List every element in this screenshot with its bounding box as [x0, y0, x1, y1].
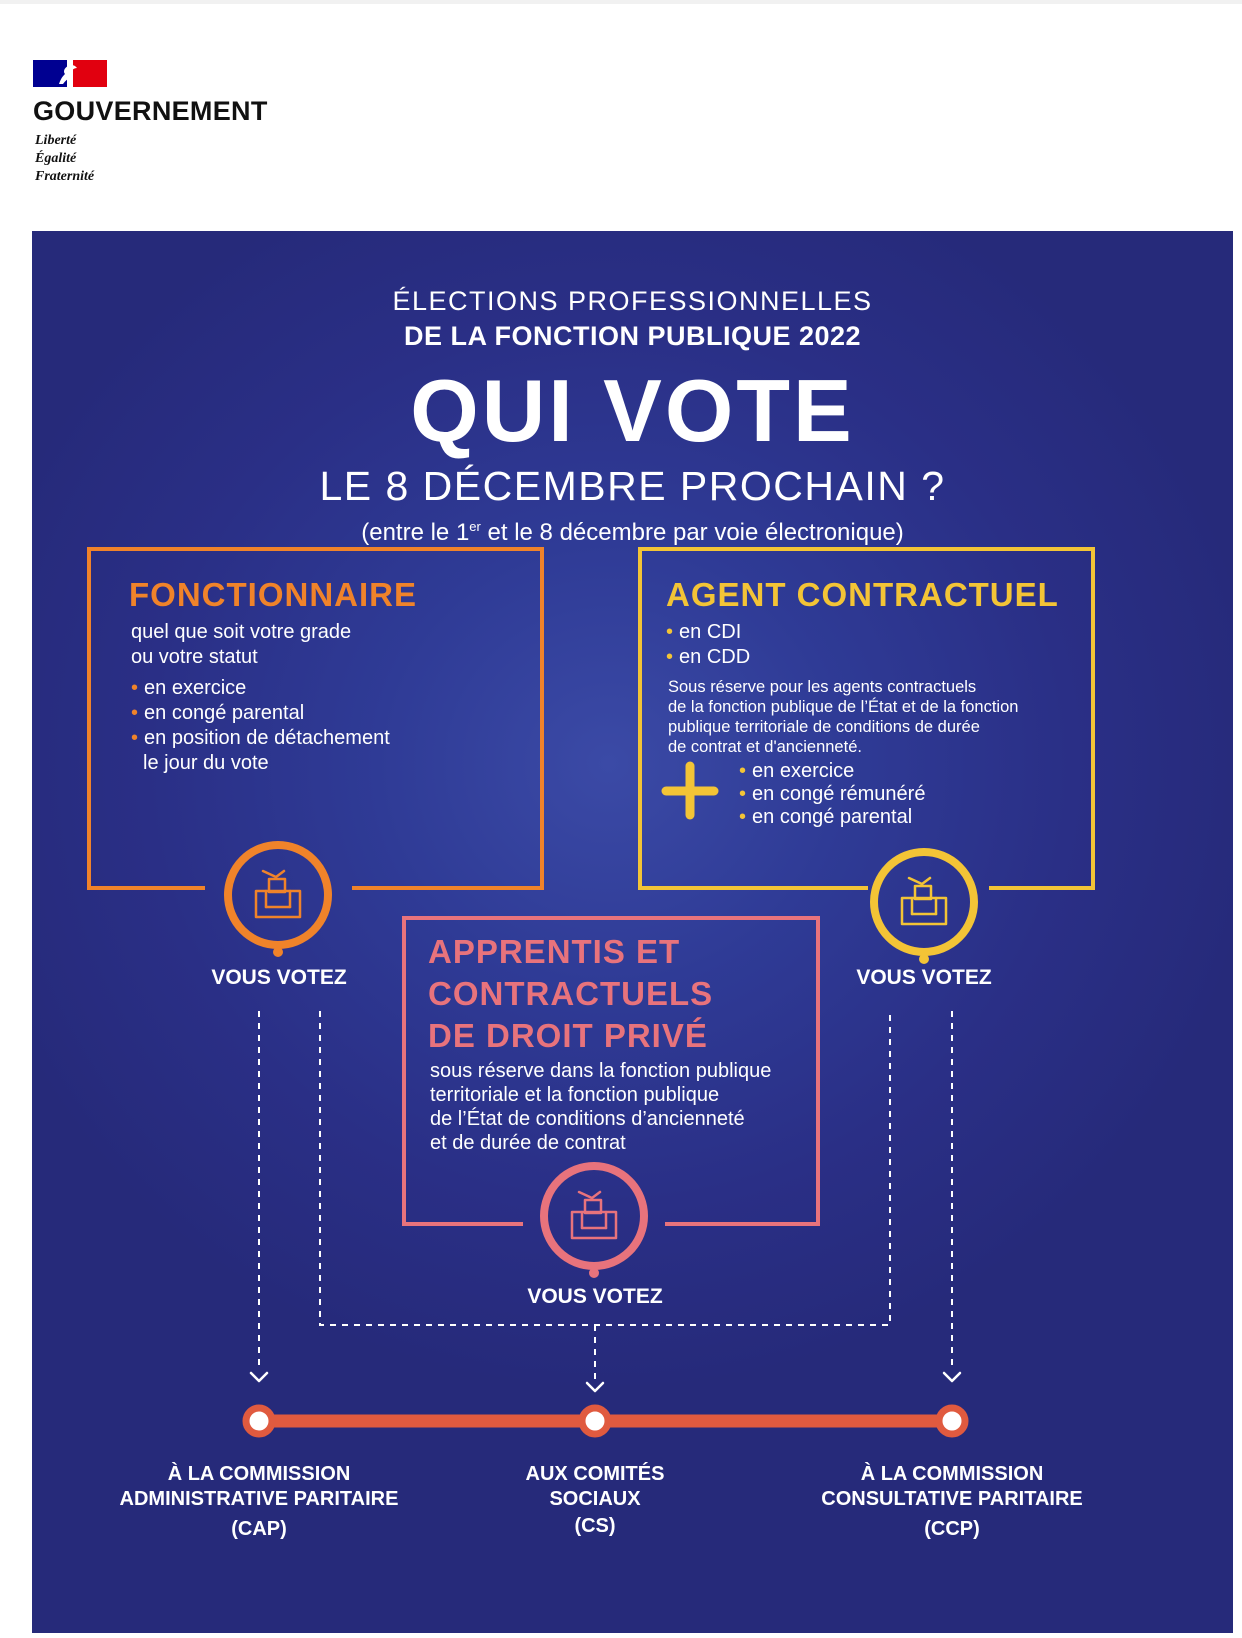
list-item: • en congé rémunéré — [739, 783, 925, 806]
ballot-box-icon-yellow — [874, 852, 974, 964]
infographic-panel — [32, 231, 1233, 1633]
apprentis-title: APPRENTIS ET CONTRACTUELS DE DROIT PRIVÉ — [428, 933, 714, 1054]
marianne-flag-icon — [33, 60, 107, 87]
agent-title: AGENT CONTRACTUEL — [666, 576, 1059, 613]
republic-motto — [35, 132, 94, 186]
eyebrow-subtitle: DE LA FONCTION PUBLIQUE 2022 — [403, 321, 862, 351]
list-item: • en exercice — [739, 760, 925, 783]
top-bar — [0, 0, 1242, 4]
ballot-box-icon-pink — [544, 1166, 644, 1278]
eyebrow-title: ÉLECTIONS PROFESSIONNELLES — [392, 286, 873, 316]
timeline-node-cap — [246, 1408, 272, 1434]
list-item: • en position de détachement — [131, 726, 390, 751]
destination-cap: À LA COMMISSION ADMINISTRATIVE PARITAIRE (CAP) — [119, 1463, 399, 1540]
vote-label-agent: VOUS VOTEZ — [856, 966, 992, 989]
date-title: LE 8 DÉCEMBRE PROCHAIN ? — [319, 463, 946, 509]
list-item-tail: le jour du vote — [143, 752, 269, 774]
agent-contract-list — [666, 620, 750, 670]
government-logo — [33, 60, 268, 184]
list-item: • en congé parental — [131, 701, 390, 726]
list-item: • en congé parental — [739, 806, 925, 829]
motto-liberte: Liberté — [35, 133, 77, 148]
date-subtitle: (entre le 1er et le 8 décembre par voie électronique) — [361, 519, 904, 546]
list-item: • en CDI — [666, 620, 750, 645]
vote-label-fonctionnaire: VOUS VOTEZ — [211, 966, 347, 989]
fonctionnaire-list — [131, 676, 390, 776]
agent-plus-list — [739, 760, 925, 829]
list-item: • en exercice — [131, 676, 390, 701]
apprentis-text: sous réserve dans la fonction publique territoriale et la fonction publique de l’État de conditions d’ancienneté et de durée de contrat — [430, 1060, 772, 1154]
agent-note: Sous réserve pour les agents contractuels de la fonction publique de l’État et de la fonction publique territoriale de conditions de durée de contrat et d'ancienneté. — [668, 678, 1019, 756]
fonctionnaire-title: FONCTIONNAIRE — [129, 576, 417, 613]
motto-egalite: Égalité — [35, 151, 77, 166]
destination-ccp: À LA COMMISSION CONSULTATIVE PARITAIRE (CCP) — [821, 1463, 1083, 1540]
main-title: QUI VOTE — [410, 361, 855, 460]
government-name: GOUVERNEMENT — [33, 96, 268, 126]
fonctionnaire-intro: quel que soit votre grade ou votre statut — [131, 621, 352, 668]
destination-cs: AUX COMITÉS SOCIAUX (CS) — [525, 1463, 665, 1537]
vote-label-apprentis: VOUS VOTEZ — [527, 1285, 663, 1308]
timeline-node-cs — [582, 1408, 608, 1434]
motto-fraternite: Fraternité — [35, 169, 95, 184]
ballot-box-icon-orange — [228, 845, 328, 957]
list-item: • en CDD — [666, 645, 750, 670]
plus-icon — [666, 766, 714, 815]
timeline-node-ccp — [939, 1408, 965, 1434]
